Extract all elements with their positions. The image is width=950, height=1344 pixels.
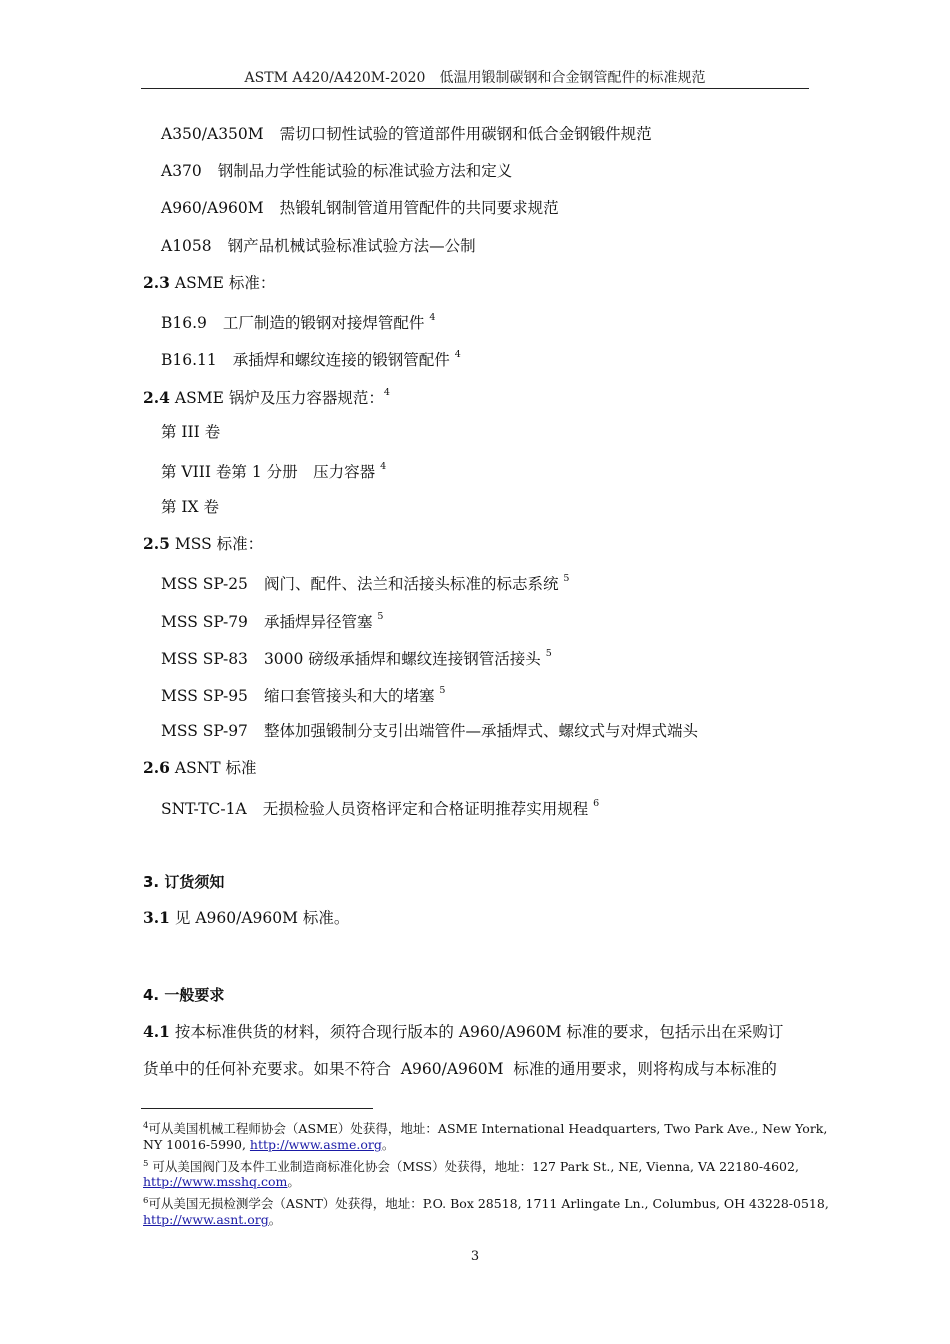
ref-item: [161, 347, 461, 370]
ref-title: 钢产品机械试验标准试验方法—公制: [227, 237, 476, 255]
ref-title: 整体加强锻制分支引出端管件—承插焊式、螺纹式与对焊式端头: [263, 722, 698, 740]
ref-code: B16.11: [161, 351, 217, 370]
footnote-ref: 5: [439, 685, 446, 696]
section-number: 2.3: [143, 273, 170, 292]
ref-item: [161, 609, 383, 632]
ref-title: 阀门、配件、法兰和活接头标准的标志系统: [263, 575, 559, 594]
ref-item: [161, 236, 476, 256]
ref-code: A370: [161, 162, 202, 180]
footnote-number: 5: [143, 1159, 149, 1169]
ref-item: [161, 161, 512, 181]
footnote-punct: 。: [268, 1212, 282, 1227]
footnote-ref: 6: [593, 798, 600, 809]
ref-title: 工厂制造的锻钢对接焊管配件: [222, 314, 425, 333]
footnote-text: NY 10016-5990,: [143, 1137, 250, 1152]
ref-item: [161, 721, 698, 741]
footnote-6: [143, 1192, 829, 1213]
page-number: 3: [470, 1249, 480, 1264]
ref-title: 需切口韧性试验的管道部件用碳钢和低合金钢锻件规范: [279, 125, 652, 143]
footnote-ref: 4: [380, 461, 387, 472]
footnote-4-line2: [143, 1136, 394, 1154]
paragraph-3-1: [143, 908, 349, 928]
section-heading-2-4: [143, 385, 390, 408]
footnote-rule: [141, 1108, 373, 1109]
paragraph-4-1-line2: 货单中的任何补充要求。如果不符合 A960/A960M 标准的通用要求，则将构成与本标准的: [143, 1060, 777, 1078]
section-title: ASME 标准：: [174, 274, 276, 292]
ref-item: [161, 422, 220, 442]
ref-code: A1058: [161, 237, 212, 255]
footnote-6-line2: [143, 1211, 281, 1229]
ref-title: 第 III 卷: [161, 423, 221, 441]
section-heading-2-6: [143, 758, 257, 778]
footnote-text: 可从美国阀门及本件工业制造商标准化协会（MSS）处获得，地址：127 Park St., NE, Vienna, VA 22180-4602,: [148, 1159, 799, 1175]
paragraph-text: 见 A960/A960M 标准。: [169, 909, 350, 927]
ref-item: [161, 198, 559, 218]
ref-code: MSS SP-79: [161, 613, 248, 632]
section-number: 2.5: [143, 534, 170, 553]
ref-code: MSS SP-25: [161, 575, 248, 594]
ref-item: [161, 124, 652, 144]
ref-title: 钢制品力学性能试验的标准试验方法和定义: [217, 162, 513, 180]
ref-title: 热锻轧钢制管道用管配件的共同要求规范: [279, 199, 559, 217]
asnt-link[interactable]: http://www.asnt.org: [143, 1212, 269, 1227]
running-header: ASTM A420/A420M-2020 低温用锻制碳钢和合金钢管配件的标准规范: [244, 70, 706, 86]
footnote-ref: 4: [454, 349, 461, 360]
ref-code: B16.9: [161, 314, 207, 333]
ref-item: [161, 571, 569, 594]
ref-title: 第 IX 卷: [161, 498, 220, 516]
footnote-ref: 5: [563, 573, 570, 584]
ref-item: [161, 310, 435, 333]
section-number: 3.1: [143, 908, 170, 927]
ref-code: MSS SP-97: [161, 722, 248, 740]
ref-title: 承插焊和螺纹连接的锻钢管配件: [232, 351, 450, 370]
section-heading-2-5: [143, 534, 263, 554]
footnote-4: [143, 1117, 827, 1138]
footnote-ref: 4: [429, 312, 436, 323]
section-title: MSS 标准：: [174, 535, 264, 553]
ref-title: 承插焊异径管塞: [263, 613, 373, 632]
section-heading-3: 3. 订货须知: [143, 873, 225, 891]
ref-code: A350/A350M: [161, 125, 264, 143]
mss-link[interactable]: http://www.msshq.com: [143, 1174, 288, 1189]
section-heading-2-3: [143, 273, 275, 293]
ref-item: [161, 497, 219, 517]
ref-item: [161, 683, 445, 706]
ref-code: MSS SP-95: [161, 687, 248, 706]
ref-title: 第 VIII 卷第 1 分册 压力容器: [161, 463, 376, 482]
section-title: ASME 锅炉及压力容器规范：: [174, 389, 384, 408]
ref-item: [161, 646, 552, 669]
section-heading-4: 4. 一般要求: [143, 986, 225, 1004]
footnote-text: 可从美国无损检测学会（ASNT）处获得，地址：P.O. Box 28518, 1711 Arlingate Ln., Columbus, OH 43228-0518,: [148, 1196, 829, 1212]
footnote-text: 可从美国机械工程师协会（ASME）处获得，地址：ASME International Headquarters, Two Park Ave., New York,: [148, 1121, 828, 1137]
footnote-punct: 。: [381, 1137, 395, 1152]
section-number: 4.1: [143, 1022, 170, 1041]
footnote-number: 4: [143, 1121, 149, 1131]
header-rule: [141, 88, 809, 89]
ref-title: 3000 磅级承插焊和螺纹连接钢管活接头: [263, 650, 541, 669]
section-number: 2.4: [143, 388, 170, 408]
footnote-ref: 4: [383, 387, 390, 398]
section-number: 2.6: [143, 758, 170, 777]
footnote-number: 6: [143, 1196, 149, 1206]
asme-link[interactable]: http://www.asme.org: [249, 1137, 382, 1152]
ref-item: [161, 459, 386, 482]
ref-code: MSS SP-83: [161, 650, 248, 669]
footnote-ref: 5: [545, 648, 552, 659]
ref-code: A960/A960M: [161, 199, 264, 217]
ref-title: 无损检验人员资格评定和合格证明推荐实用规程: [262, 800, 589, 819]
ref-code: SNT-TC-1A: [161, 800, 247, 819]
ref-title: 缩口套管接头和大的堵塞: [263, 687, 435, 706]
paragraph-text: 按本标准供货的材料，须符合现行版本的 A960/A960M 标准的要求，包括示出在采购订: [169, 1023, 784, 1041]
footnote-punct: 。: [287, 1174, 300, 1189]
paragraph-4-1-line1: [143, 1020, 783, 1042]
footnote-5-line2: [143, 1173, 300, 1191]
footnote-ref: 5: [377, 611, 384, 622]
ref-item: [161, 796, 599, 819]
section-title: ASNT 标准: [174, 759, 257, 777]
